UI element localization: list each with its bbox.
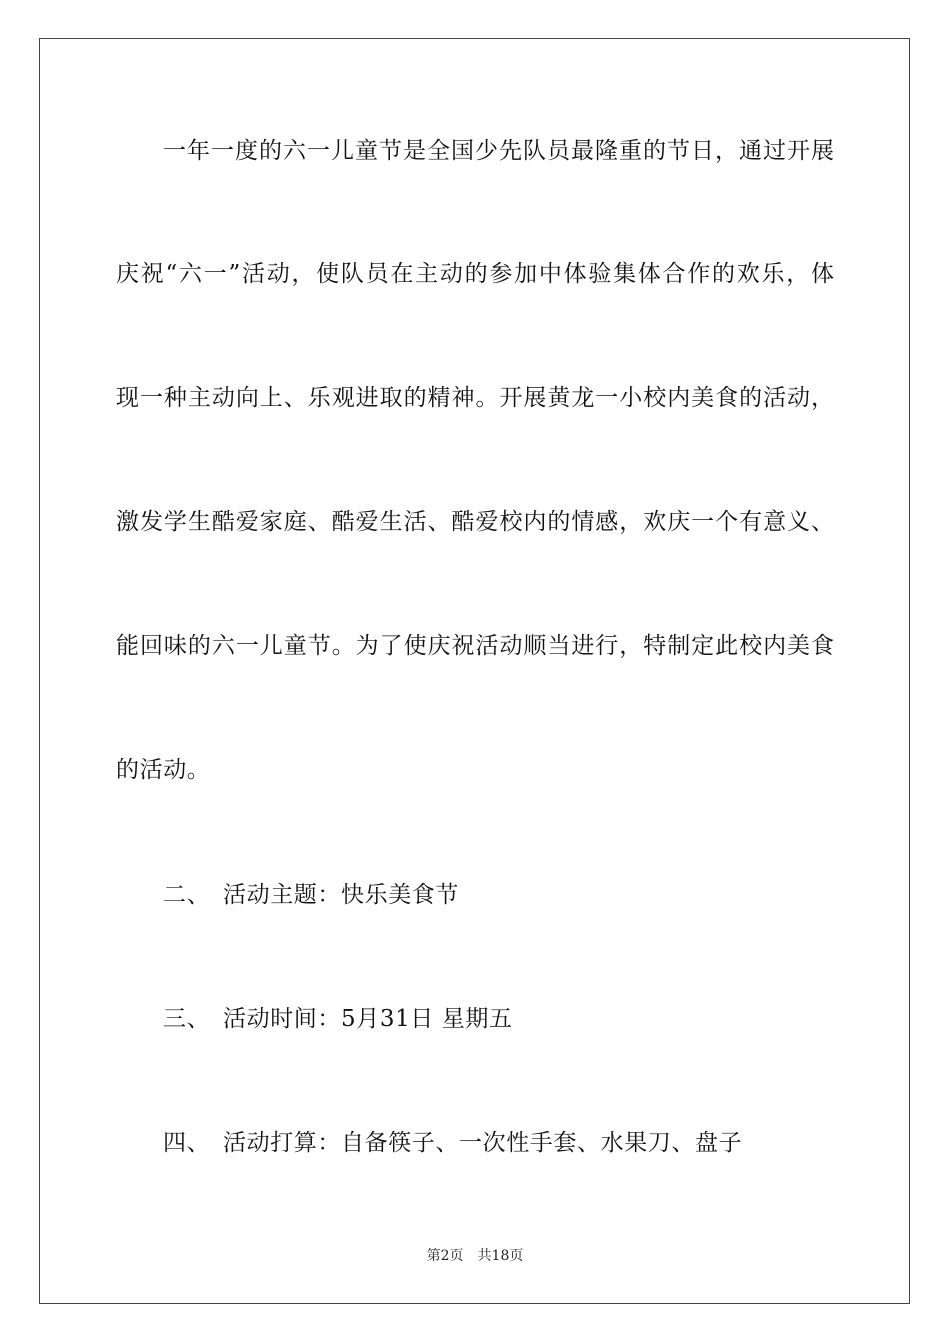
paragraph-line-6: 的活动。: [116, 757, 211, 783]
paragraph-line-4: 激发学生酷爱家庭、酷爱生活、酷爱校内的情感，欢庆一个有意义、: [116, 509, 834, 535]
page-number: 第2页: [426, 1248, 464, 1264]
list-item-text: 活动主题：快乐美食节: [223, 882, 459, 908]
list-item-preparation: [163, 1128, 742, 1158]
paragraph-line-3: 现一种主动向上、乐观进取的精神。开展黄龙一小校内美食的活动，: [116, 385, 834, 411]
page-footer: [0, 1247, 950, 1265]
paragraph-line-5: 能回味的六一儿童节。为了使庆祝活动顺当进行，特制定此校内美食: [116, 633, 834, 659]
page-border: [39, 38, 910, 1304]
list-item-number: 三、: [163, 1006, 211, 1032]
list-item-text: 活动时间：5月31日 星期五: [223, 1006, 513, 1032]
list-item-theme: [163, 880, 459, 910]
list-item-time: [163, 1004, 513, 1034]
paragraph-line-2: 庆祝“六一”活动，使队员在主动的参加中体验集体合作的欢乐，体: [116, 261, 834, 287]
list-item-number: 四、: [163, 1130, 211, 1156]
paragraph-line-1: 一年一度的六一儿童节是全国少先队员最隆重的节日，通过开展: [163, 138, 834, 164]
list-item-number: 二、: [163, 882, 211, 908]
list-item-text: 活动打算：自备筷子、一次性手套、水果刀、盘子: [223, 1130, 743, 1156]
page-total: 共18页: [477, 1248, 524, 1264]
